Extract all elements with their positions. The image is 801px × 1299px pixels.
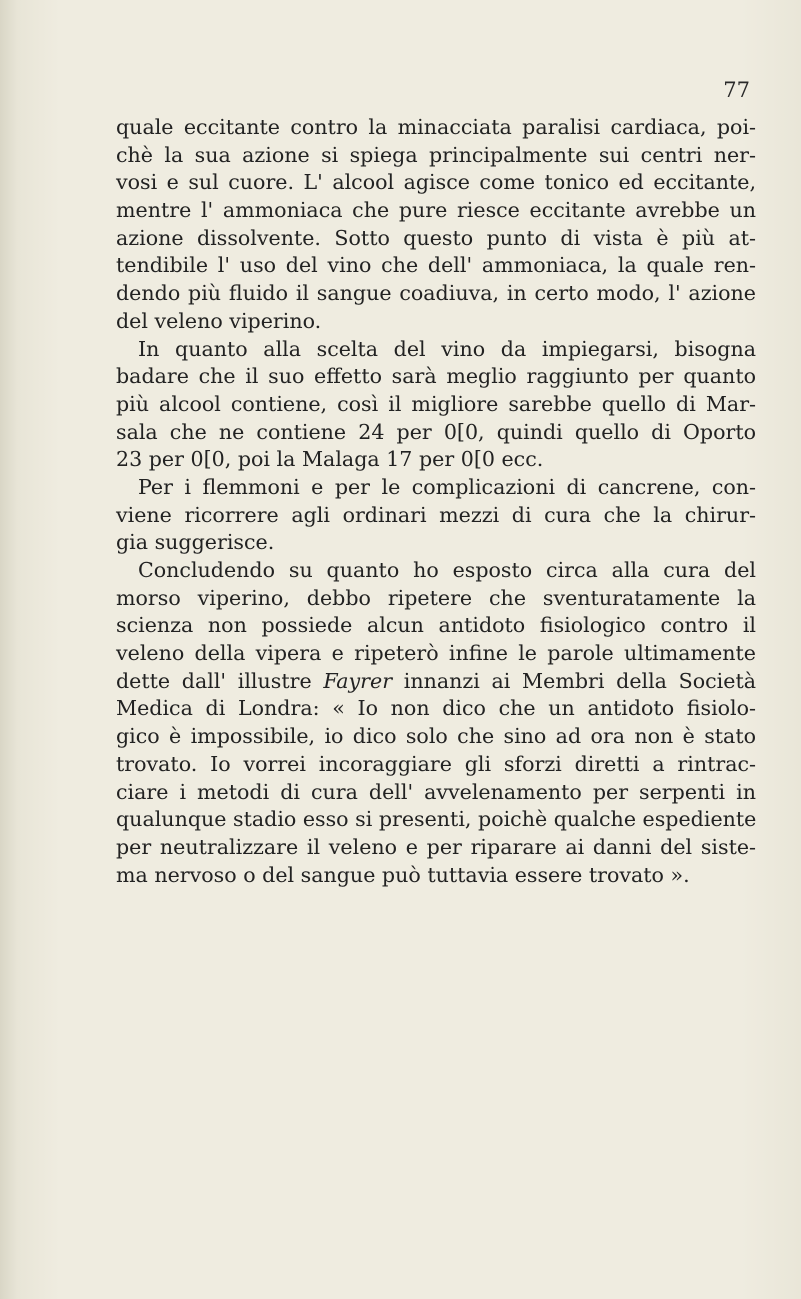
- text-line: gia suggerisce.: [116, 530, 275, 555]
- author-name: Fayrer: [323, 668, 393, 693]
- text-line: tendibile l' uso del vino che dell' ammoniaca, la quale ren-: [116, 253, 756, 278]
- text-line: chè la sua azione si spiega principalmente sui centri ner-: [116, 142, 756, 167]
- text-line: Medica di Londra: « Io non dico che un antidoto fisiolo-: [116, 696, 756, 721]
- text-line: qualunque stadio esso si presenti, poichè qualche espediente: [116, 807, 757, 832]
- text-line: badare che il suo effetto sarà meglio raggiunto per quanto: [116, 364, 756, 389]
- text-line: più alcool contiene, così il migliore sarebbe quello di Mar-: [116, 391, 756, 416]
- text-line: del veleno viperino.: [116, 308, 322, 333]
- text-line: Per i flemmoni e per le complicazioni di cancrene, con-: [138, 474, 756, 499]
- text-line: azione dissolvente. Sotto questo punto di vista è più at-: [116, 225, 756, 250]
- text-line: trovato. Io vorrei incoraggiare gli sforzi diretti a rintrac-: [116, 751, 756, 776]
- page-number: 77: [723, 78, 750, 102]
- text-line: 23 per 0[0, poi la Malaga 17 per 0[0 ecc.: [116, 447, 544, 472]
- text-line: viene ricorrere agli ordinari mezzi di cura che la chirur-: [116, 502, 756, 527]
- body-text: [116, 114, 756, 889]
- text-line: mentre l' ammoniaca che pure riesce eccitante avrebbe un: [116, 198, 756, 223]
- text-line: sala che ne contiene 24 per 0[0, quindi quello di Oporto: [116, 419, 756, 444]
- text-line: In quanto alla scelta del vino da impiegarsi, bisogna: [138, 336, 756, 361]
- text-line: vosi e sul cuore. L' alcool agisce come tonico ed eccitante,: [116, 170, 756, 195]
- text-line: gico è impossibile, io dico solo che sino ad ora non è stato: [116, 724, 756, 749]
- text-line: ma nervoso o del sangue può tuttavia essere trovato ».: [116, 862, 690, 887]
- text-line: quale eccitante contro la minacciata paralisi cardiaca, poi-: [116, 115, 756, 139]
- text-segment: innanzi ai Membri della Società: [403, 668, 757, 693]
- text-line: Concludendo su quanto ho esposto circa alla cura del: [138, 558, 756, 582]
- text-line: per neutralizzare il veleno e per riparare ai danni del siste-: [116, 834, 756, 859]
- text-segment: dette dall' illustre: [116, 668, 312, 693]
- text-line: veleno della vipera e ripeterò infine le parole ultimamente: [116, 641, 756, 666]
- text-line: ciare i metodi di cura dell' avvelenamento per serpenti in: [116, 779, 756, 804]
- text-line: morso viperino, debbo ripetere che sventuratamente la: [116, 585, 756, 610]
- text-line: scienza non possiede alcun antidoto fisiologico contro il: [116, 613, 756, 638]
- text-line: dendo più fluido il sangue coadiuva, in certo modo, l' azione: [116, 281, 756, 306]
- text-line-with-name: [116, 668, 756, 696]
